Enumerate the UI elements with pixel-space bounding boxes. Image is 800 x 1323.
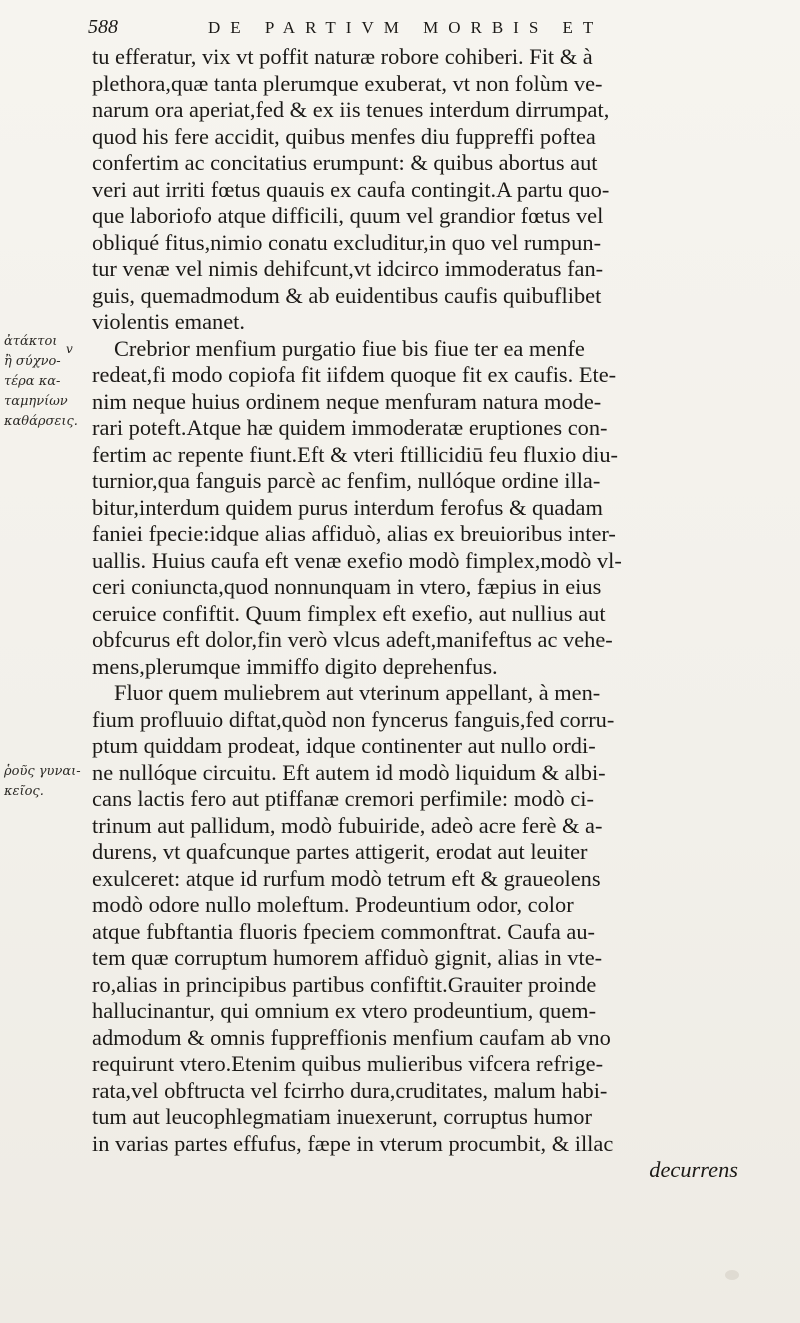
text-line: turnior,qua fanguis parcè ac fenfim, nullóque ordine illa- <box>92 468 601 493</box>
text-line: narum ora aperiat,fed & ex iis tenues interdum dirrumpat, <box>92 97 610 122</box>
text-line: redeat,fi modo copiofa fit iifdem quoque fit ex caufis. Ete- <box>92 362 617 387</box>
text-line: rata,vel obftructa vel fcirrho dura,cruditates, malum habi- <box>92 1077 608 1103</box>
text-line: violentis emanet. <box>92 309 245 334</box>
text-line: ceri coniuncta,quod nonnunquam in vtero, fæpius in eius <box>92 574 602 599</box>
text-line: uallis. Huius caufa eft venæ exefio modò fimplex,modò vl- <box>92 547 622 573</box>
text-line: faniei fpecie:idque alias affiduò, alias ex breuioribus inter- <box>92 521 616 546</box>
text-line: hallucinantur, qui omnium ex vtero prodeuntium, quem- <box>92 998 597 1023</box>
paragraph-start-line: Fluor quem muliebrem aut vterinum appellant, à men- <box>114 680 601 705</box>
paper-blemish <box>725 1270 739 1280</box>
margin-note-line: καθάρσεις. <box>4 414 78 429</box>
text-line: cans lactis fero aut ptiffanæ cremori perfimile: modò ci- <box>92 786 594 811</box>
text-line: nim neque huius ordinem neque menfuram natura mode- <box>92 388 602 414</box>
margin-note-greek-2 <box>4 762 88 802</box>
margin-mark: v <box>66 342 73 356</box>
text-line: tem quæ corruptum humorem affiduò gignit, alias in vte- <box>92 945 603 970</box>
margin-note-line: ἢ σύχνο- <box>4 354 61 369</box>
margin-note-line: ῥοῦς γυναι- <box>4 764 81 779</box>
margin-note-line: ταμηνίων <box>4 394 68 409</box>
text-line: guis, quemadmodum & ab euidentibus caufis quibuflibet <box>92 282 602 308</box>
text-line: exulceret: atque id rurfum modò tetrum eft & graueolens <box>92 865 601 891</box>
text-line: modò odore nullo moleftum. Prodeuntium odor, color <box>92 892 574 917</box>
margin-note-line: κεῖος. <box>4 784 44 799</box>
text-line: admodum & omnis fuppreffionis menfium caufam ab vno <box>92 1024 611 1050</box>
text-line: atque fubftantia fluoris fpeciem commonftrat. Caufa au- <box>92 918 595 944</box>
text-line: in varias partes effufus, fæpe in vterum procumbit, & illac <box>92 1130 614 1156</box>
text-line: tur venæ vel nimis dehifcunt,vt idcirco immoderatus fan- <box>92 256 604 281</box>
text-line: confertim ac concitatius erumpunt: & quibus abortus aut <box>92 150 598 175</box>
text-line: fium profluuio diftat,quòd non fyncerus fanguis,fed corru- <box>92 706 615 732</box>
text-line: trinum aut pallidum, modò fubuiride, adeò acre ferè & a- <box>92 812 603 838</box>
text-line: ne nullóque circuitu. Eft autem id modò liquidum & albi- <box>92 759 606 785</box>
paragraph-start-line: Crebrior menfium purgatio fiue bis fiue ter ea menfe <box>114 335 585 361</box>
text-line: veri aut irriti fœtus quauis ex caufa contingit.A partu quo- <box>92 176 610 202</box>
margin-note-line: ἀτάκτοι <box>4 334 58 349</box>
text-line: requirunt vtero.Etenim quibus mulieribus vifcera refrige- <box>92 1051 604 1076</box>
running-title: DE PARTIVM MORBIS ET <box>208 18 604 37</box>
text-line: bitur,interdum quidem purus interdum ferofus & quadam <box>92 494 603 520</box>
text-line: tu efferatur, vix vt poffit naturæ robore cohiberi. Fit & à <box>92 44 593 69</box>
text-line: ceruice confiftit. Quum fimplex eft exefio, aut nullius aut <box>92 600 606 626</box>
main-text-block <box>92 44 742 1184</box>
text-line: ro,alias in principibus partibus confiftit.Grauiter proinde <box>92 971 597 997</box>
page-header <box>88 16 708 40</box>
text-line: obliqué fitus,nimio conatu excluditur,in quo vel rumpun- <box>92 229 602 255</box>
text-line: tum aut leucophlegmatiam inuexerunt, corruptus humor <box>92 1104 592 1129</box>
text-line: durens, vt quafcunque partes attigerit, erodat aut leuiter <box>92 839 588 864</box>
margin-note-line: τέρα κα- <box>4 374 61 389</box>
text-line: mens,plerumque immiffo digito deprehenfus. <box>92 653 498 679</box>
text-line: obfcurus eft dolor,fin verò vlcus adeft,manifeftus ac vehe- <box>92 627 613 652</box>
page-number: 588 <box>88 16 118 38</box>
text-line: rari poteft.Atque hæ quidem immoderatæ eruptiones con- <box>92 415 608 440</box>
margin-note-greek-1 <box>4 332 88 432</box>
text-line: plethora,quæ tanta plerumque exuberat, vt non folùm ve- <box>92 70 603 96</box>
catchword: decurrens <box>649 1157 738 1182</box>
text-line: ptum quiddam prodeat, idque continenter aut nullo ordi- <box>92 733 596 758</box>
text-line: quod his fere accidit, quibus menfes diu fuppreffi poftea <box>92 123 596 149</box>
text-line: fertim ac repente fiunt.Eft & vteri ftillicidiū feu fluxio diu- <box>92 441 619 467</box>
text-line: que laboriofo atque difficili, quum vel grandior fœtus vel <box>92 203 604 228</box>
